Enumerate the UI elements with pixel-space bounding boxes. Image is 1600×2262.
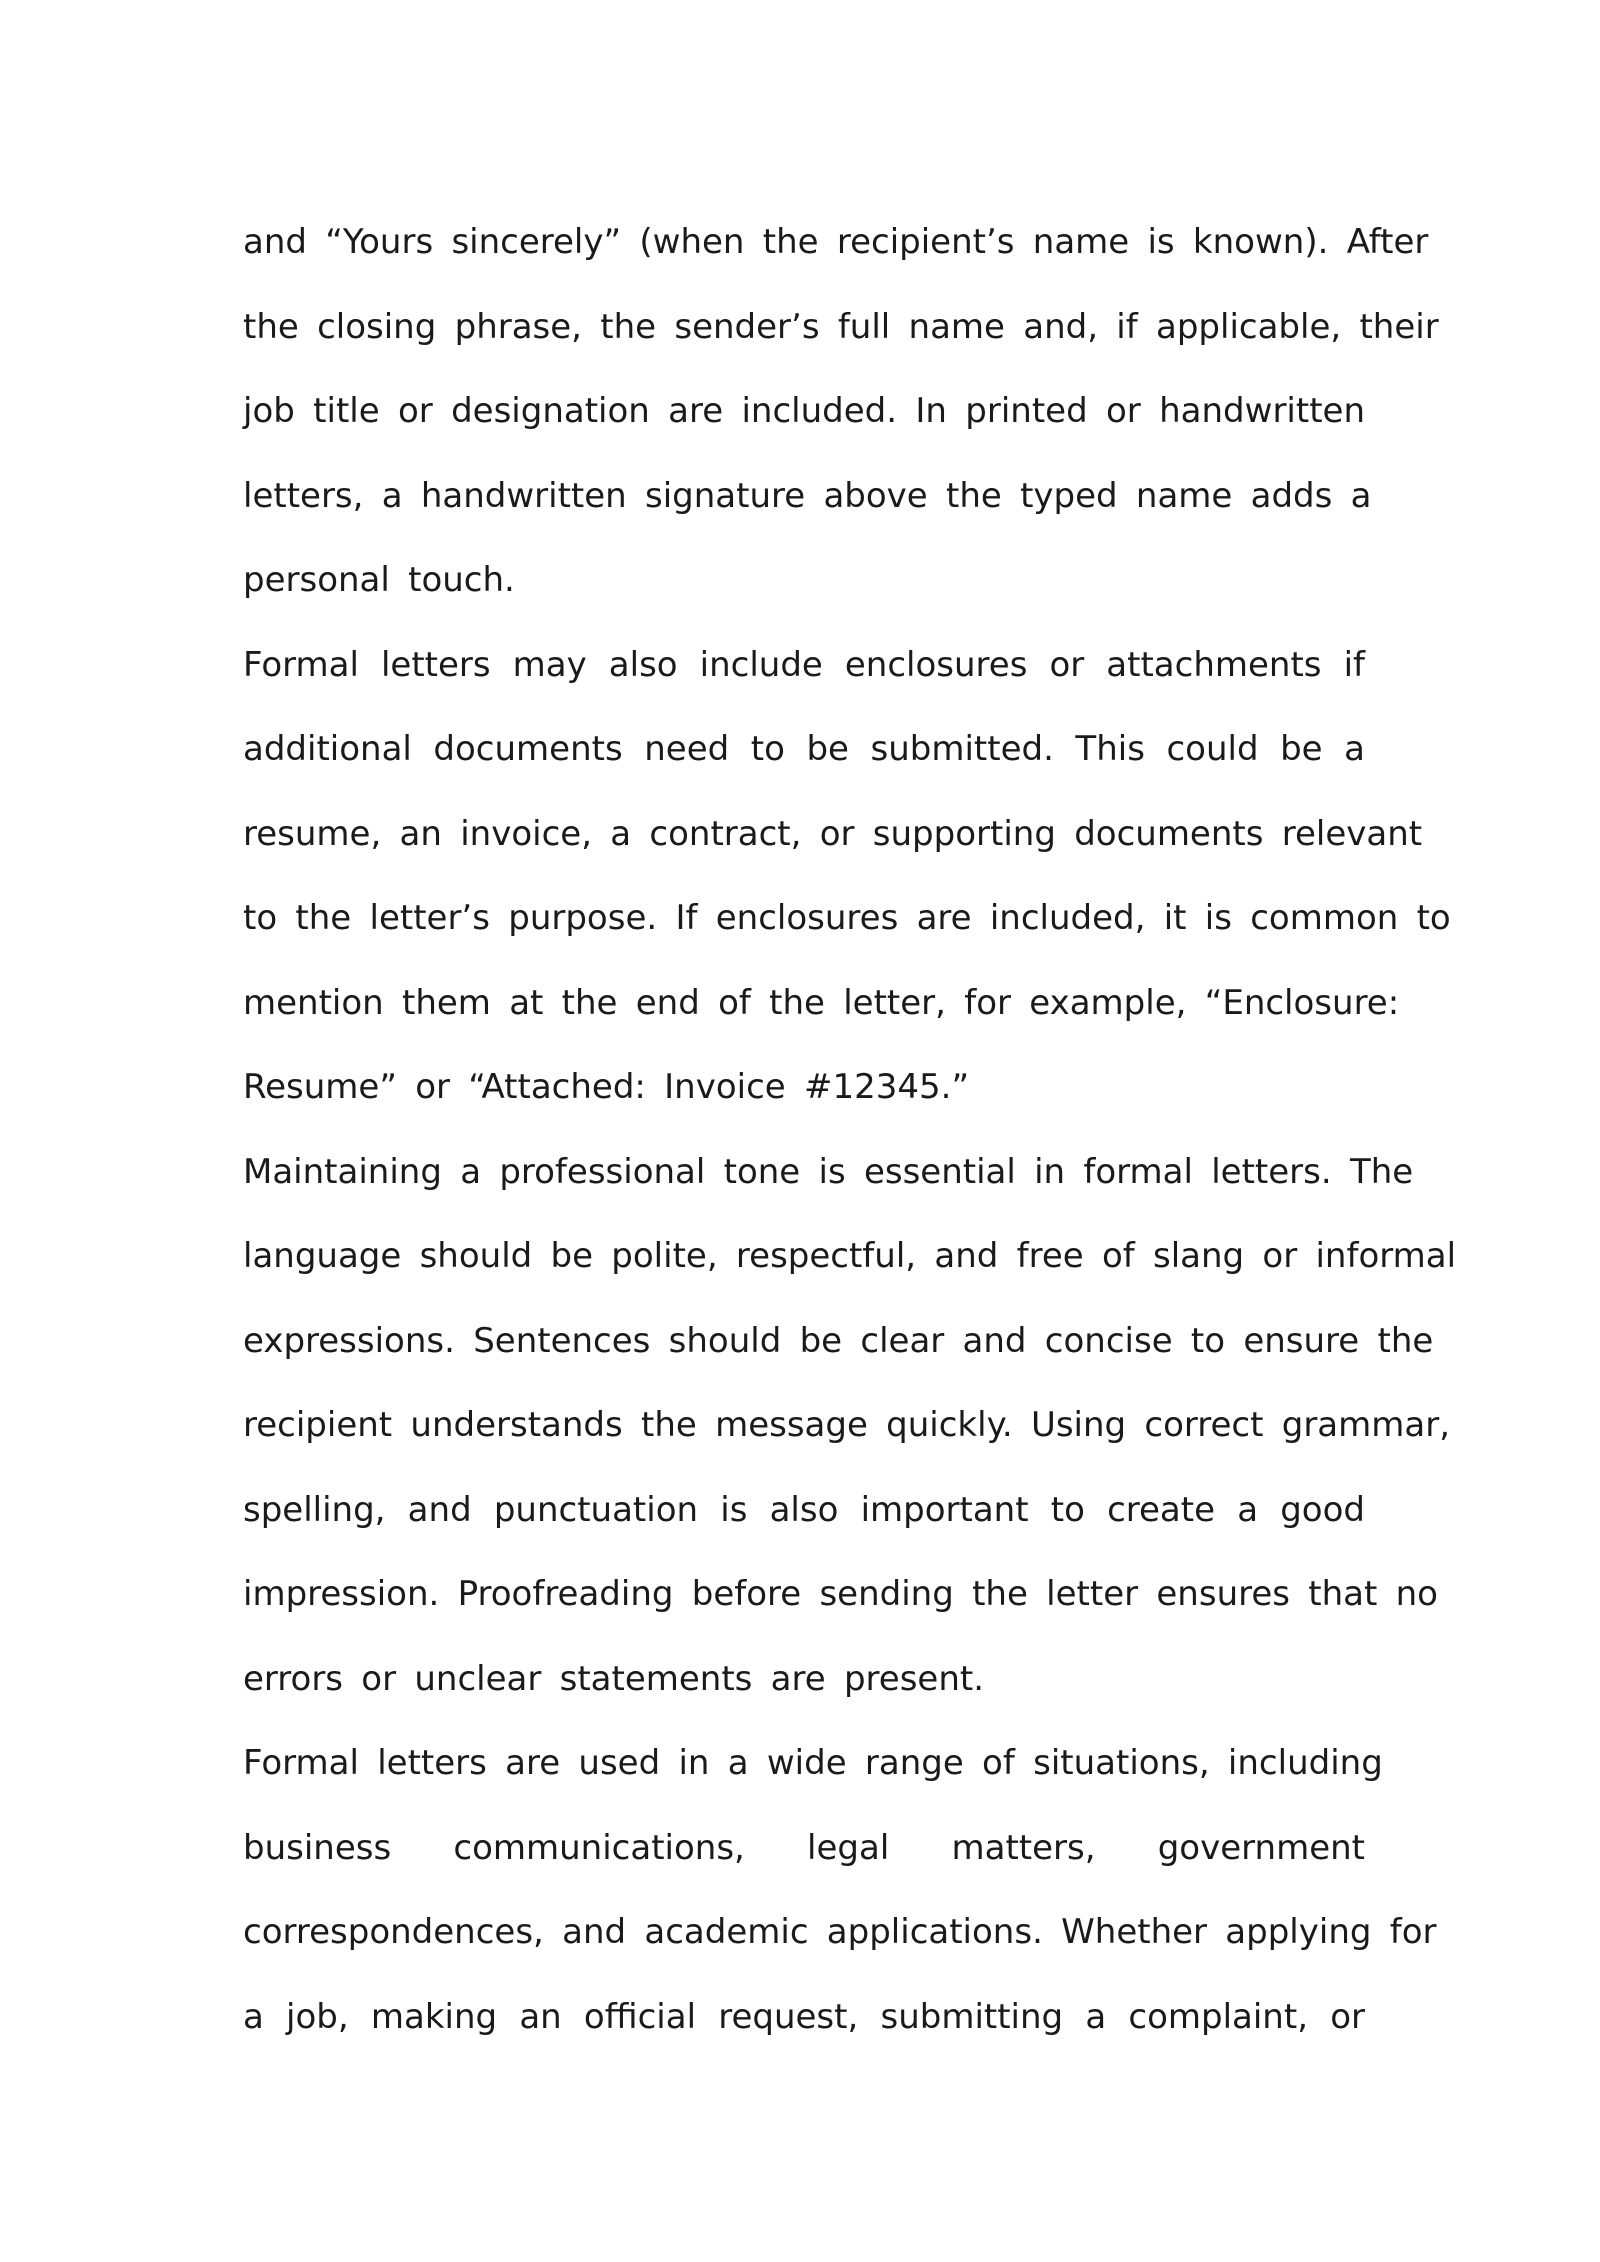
text-line: errors or unclear statements are present. (243, 1658, 985, 1699)
text-line: to the letter’s purpose. If enclosures are included, it is common to (243, 898, 1451, 938)
text-line: expressions. Sentences should be clear and concise to ensure the (243, 1320, 1434, 1361)
text-line: a job, making an official request, submitting a complaint, or (243, 1996, 1365, 2037)
text-line: Resume” or “Attached: Invoice #12345.” (243, 1067, 970, 1107)
text-line: the closing phrase, the sender’s full name and, if applicable, their (243, 306, 1439, 347)
text-line: job title or designation are included. In printed or handwritten (243, 391, 1365, 431)
text-line: recipient understands the message quickly. Using correct grammar, (243, 1405, 1450, 1445)
text-line: mention them at the end of the letter, for example, “Enclosure: (243, 982, 1400, 1023)
text-line: additional documents need to be submitted. This could be a (243, 729, 1365, 769)
document-body (243, 200, 1457, 2059)
paragraph-tone (243, 1130, 1457, 1722)
text-line: spelling, and punctuation is also important to create a good (243, 1489, 1365, 1530)
text-line: Formal letters are used in a wide range of situations, including (243, 1743, 1383, 1783)
text-line: personal touch. (243, 560, 515, 600)
text-line: correspondences, and academic applications. Whether applying for (243, 1912, 1437, 1952)
text-line: resume, an invoice, a contract, or supporting documents relevant (243, 813, 1423, 854)
paragraph-usage (243, 1721, 1437, 2059)
text-line: Maintaining a professional tone is essential in formal letters. The (243, 1151, 1414, 1192)
text-line: business communications, legal matters, government (243, 1827, 1365, 1868)
text-line: and “Yours sincerely” (when the recipient’s name is known). After (243, 222, 1429, 262)
paragraph-closing (243, 200, 1439, 623)
text-line: language should be polite, respectful, and free of slang or informal (243, 1236, 1457, 1276)
text-line: letters, a handwritten signature above the typed name adds a (243, 475, 1372, 516)
paragraph-enclosures (243, 623, 1451, 1130)
text-line: impression. Proofreading before sending the letter ensures that no (243, 1574, 1438, 1614)
text-line: Formal letters may also include enclosures or attachments if (243, 644, 1365, 685)
